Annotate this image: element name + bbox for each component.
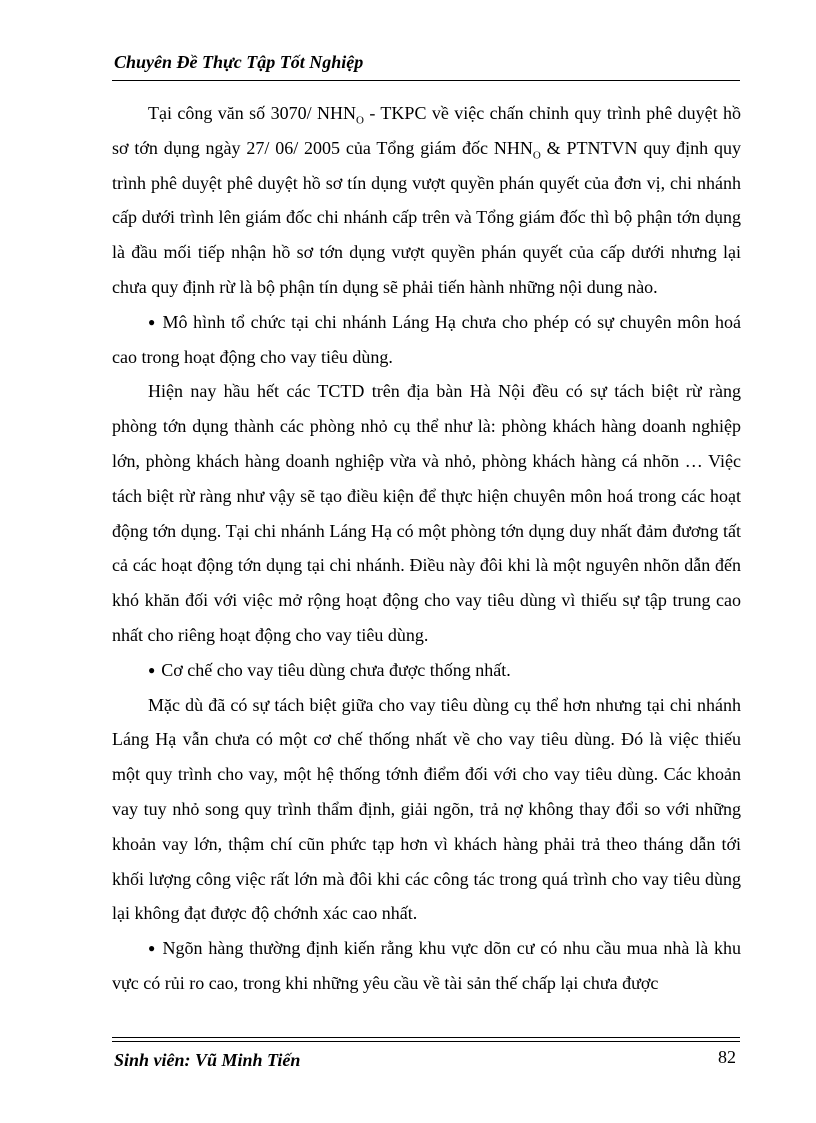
body-text bbox=[112, 96, 741, 1001]
paragraph-2: Hiện nay hầu hết các TCTD trên địa bàn Hà Nội đều có sự tách biệt rừ ràng phòng tớn dụng thành các phòng nhỏ cụ thể như là: phòng khách hàng doanh nghiệp lớn, phòng khách hàng doanh nghiệp vừa và nhỏ, phòng khách hàng cá nhõn … Việc tách biệt rừ ràng như vậy sẽ tạo điều kiện để thực hiện chuyên môn hoá trong các hoạt động tớn dụng. Tại chi nhánh Láng Hạ có một phòng tớn dụng duy nhất đảm đương tất cả các hoạt động tớn dụng tại chi nhánh. Điều này đôi khi là một nguyên nhõn dẫn đến khó khăn đối với việc mở rộng hoạt động cho vay tiêu dùng vì thiếu sự tập trung cao nhất cho riêng hoạt động cho vay tiêu dùng. bbox=[112, 381, 741, 645]
footer-rule-bottom bbox=[112, 1041, 740, 1042]
header-rule bbox=[112, 80, 740, 81]
footer-rule-top bbox=[112, 1037, 740, 1038]
bullet-item-1: ● Mô hình tổ chức tại chi nhánh Láng Hạ chưa cho phép có sự chuyên môn hoá cao trong hoạt động cho vay tiêu dùng. bbox=[112, 311, 741, 367]
page-number: 82 bbox=[718, 1047, 736, 1067]
bullet-icon: ● bbox=[148, 941, 157, 956]
header-title: Chuyên Đề Thực Tập Tốt Nghiệp bbox=[114, 52, 364, 72]
paragraph-3: Mặc dù đã có sự tách biệt giữa cho vay tiêu dùng cụ thể hơn nhưng tại chi nhánh Láng Hạ vẫn chưa có một cơ chế thống nhất về cho vay tiêu dùng. Đó là việc thiếu một quy trình cho vay, một hệ thống tớnh điểm đối với cho vay tiêu dùng. Các khoản vay tuy nhỏ song quy trình thẩm định, giải ngõn, trả nợ không thay đổi so với những khoản vay lớn, thậm chí cũn phức tạp hơn vì khách hàng phải trả theo tháng dẫn tới khối lượng công việc rất lớn mà đôi khi các công tác trong quá trình cho vay tiêu dùng lại không đạt được độ chớnh xác cao nhất. bbox=[112, 694, 741, 924]
footer-student-name: Sinh viên: Vũ Minh Tiến bbox=[114, 1050, 301, 1070]
bullet-icon: ● bbox=[148, 662, 156, 677]
bullet-item-3: ● Ngõn hàng thường định kiến rằng khu vực dõn cư có nhu cầu mua nhà là khu vực có rủi ro cao, trong khi những yêu cầu về tài sản thế chấp lại chưa được bbox=[112, 938, 741, 993]
bullet-item-2: ● Cơ chế cho vay tiêu dùng chưa được thống nhất. bbox=[148, 659, 511, 680]
paragraph-1: Tại công văn số 3070/ $NHN_O$ - TKPC về việc chấn chỉnh quy trình phê duyệt hồ sơ tớn dụng ngày 27/ 06/ 2005 của Tổng giám đốc $NHN_O$ & PTNTVN quy định quy trình phê duyệt phê duyệt hồ sơ tín dụng vượt quyền phán quyết của đơn vị, chi nhánh cấp dưới trình lên giám đốc chi nhánh cấp trên và Tổng giám đốc thì bộ phận tớn dụng là đầu mối tiếp nhận hồ sơ tớn dụng vượt quyền phán quyết của cấp dưới nhưng lại chưa quy định rừ là bộ phận tín dụng sẽ phải tiến hành những nội dung nào. bbox=[112, 103, 742, 297]
bullet-icon: ● bbox=[148, 314, 157, 329]
